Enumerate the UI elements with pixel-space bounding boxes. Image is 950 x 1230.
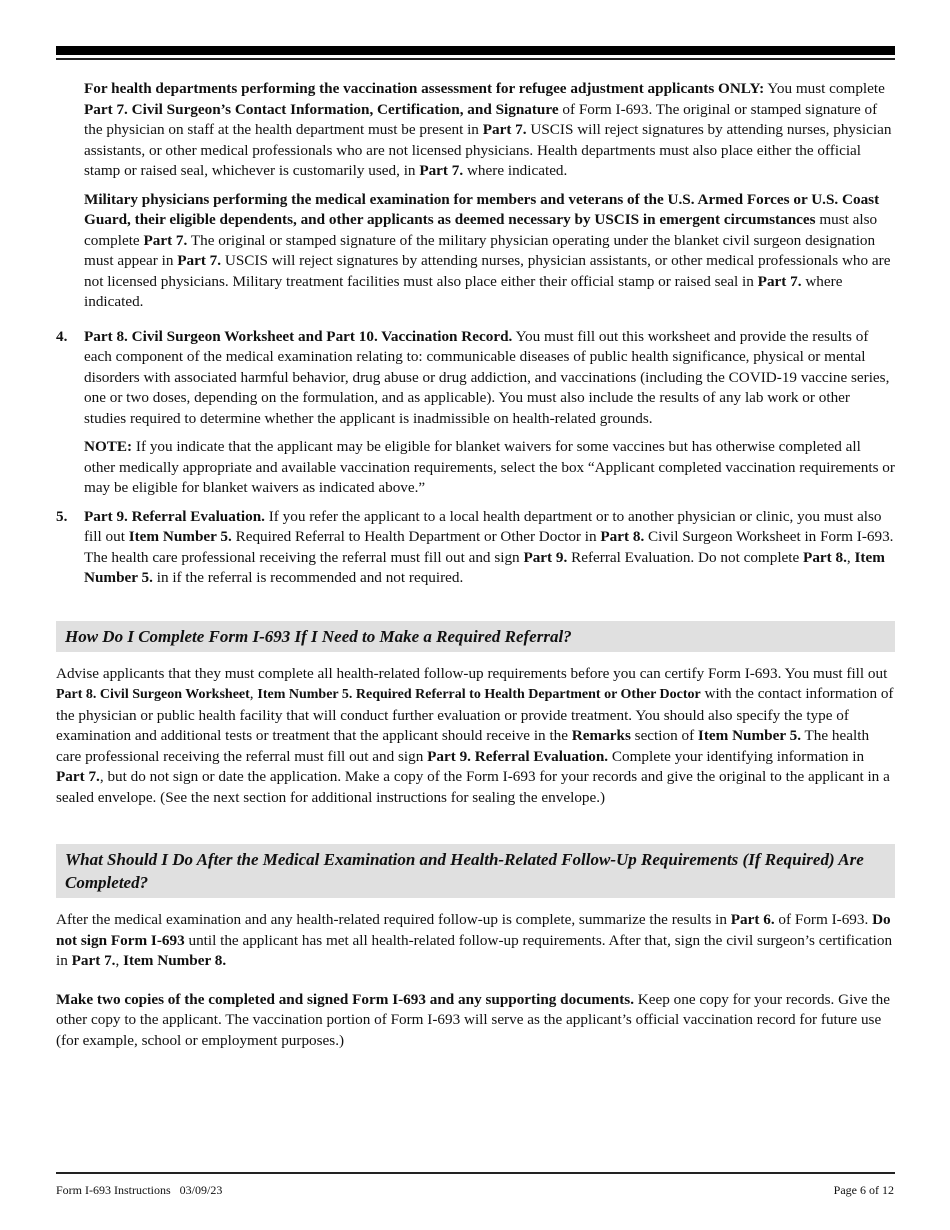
header-rule-thick bbox=[56, 46, 895, 55]
item-5-title: Part 9. Referral Evaluation. bbox=[84, 507, 265, 525]
numbered-item-5 bbox=[56, 507, 895, 589]
required-referral-paragraph: Advise applicants that they must complete all health-related follow-up requirements before you can certify Form I-693. You must fill out Part 8. Civil Surgeon Worksheet, Item Number 5. Required Referral to Health Department or Other Doctor with the contact information of the physician or public health facility that will conduct further evaluation or provide treatment. You should also specify the type of examination and additional tests or treatment that the applicant should receive in the Remarks section of Item Number 5. The health care professional receiving the referral must fill out and sign Part 9. Referral Evaluation. Complete your identifying information in Part 7., but do not sign or date the application. Make a copy of the Form I-693 for your records and give the original to the applicant in a sealed envelope. (See the next section for additional instructions for sealing the envelope.) bbox=[56, 664, 894, 806]
section-heading-after-exam: What Should I Do After the Medical Examination and Health-Related Follow-Up Requirements (If Required) Are Completed? bbox=[56, 844, 895, 898]
footer-form-name: Form I-693 Instructions bbox=[56, 1183, 171, 1197]
item-4-title: Part 8. Civil Surgeon Worksheet and Part 10. Vaccination Record. bbox=[84, 327, 513, 345]
military-physicians-paragraph: Military physicians performing the medical examination for members and veterans of the U.S. Armed Forces or U.S. Coast Guard, their eligible dependents, and other applicants as deemed necessary by USCIS in emergent circumstances must also complete Part 7. The original or stamped signature of the military physician operating under the blanket civil surgeon designation must appear in Part 7. USCIS will reject signatures by attending nurses, physician assistants, or other medical professionals who are not licensed physicians. Military treatment facilities must also place either their official stamp or raised seal in Part 7. where indicated. bbox=[84, 190, 891, 310]
item-number: 4. bbox=[56, 327, 68, 345]
item-4-body: Part 8. Civil Surgeon Worksheet and Part 10. Vaccination Record. You must fill out this worksheet and provide the results of each component of the medical examination relating to: communicable diseases of public health significance, physical or mental disorders with associated harmful behavior, drug abuse or drug addiction, and vaccinations (including the COVID-19 vaccine series, one or two doses, depending on the formulation, and as applicable). You must also include the results of any lab work or other studies required to determine whether the applicant is inadmissible on health-related grounds. bbox=[84, 327, 890, 427]
after-exam-paragraph-1: After the medical examination and any health-related required follow-up is complete, summarize the results in Part 6. of Form I-693. Do not sign Form I-693 until the applicant has met all health-related follow-up requirements. After that, sign the civil surgeon’s certification in Part 7., Item Number 8. bbox=[56, 911, 893, 969]
item-5-body: Part 9. Referral Evaluation. If you refer the applicant to a local health department or to another physician or clinic, you must also fill out Item Number 5. Required Referral to Health Department or Other Doctor in Part 8. Civil Surgeon Worksheet in Form I-693. The health care professional receiving the referral must fill out and sign Part 9. Referral Evaluation. Do not complete Part 8., Item Number 5. in if the referral is recommended and not required. bbox=[84, 507, 894, 586]
footer-form-info bbox=[56, 1183, 222, 1198]
item-number: 5. bbox=[56, 507, 68, 525]
after-exam-paragraph-2: Make two copies of the completed and signed Form I-693 and any supporting documents. Keep one copy for your records. Give the other copy to the applicant. The vaccination portion of Form I-693 will serve as the applicant’s official vaccination record for future use (for example, school or employment purposes.) bbox=[56, 990, 890, 1049]
note-label: NOTE: bbox=[84, 438, 133, 455]
footer-edition-date: 03/09/23 bbox=[179, 1183, 223, 1197]
header-rule-thin bbox=[56, 58, 895, 60]
health-departments-paragraph: For health departments performing the vaccination assessment for refugee adjustment applicants ONLY: You must complete Part 7. Civil Surgeon’s Contact Information, Certification, and Signature of Form I-693. The original or stamped signature of the physician on staff at the health department must be present in Part 7. USCIS will reject signatures by attending nurses, physician assistants, or other medical professionals who are not licensed physicians. Health departments must also place either the official stamp or raised seal, whichever is customarily used, in Part 7. where indicated. bbox=[84, 80, 892, 179]
numbered-item-4 bbox=[56, 327, 895, 499]
section-heading-required-referral: How Do I Complete Form I-693 If I Need to Make a Required Referral? bbox=[56, 621, 895, 652]
footer-rule bbox=[56, 1172, 895, 1174]
item-4-note: NOTE: If you indicate that the applicant may be eligible for blanket waivers for some vaccines but has otherwise completed all other medically appropriate and available vaccination requirements, select the box “Applicant completed vaccination requirements or may be eligible for blanket waivers as indicated above.” bbox=[84, 438, 895, 496]
page-content bbox=[56, 79, 895, 1051]
footer-page-number: Page 6 of 12 bbox=[833, 1183, 894, 1197]
